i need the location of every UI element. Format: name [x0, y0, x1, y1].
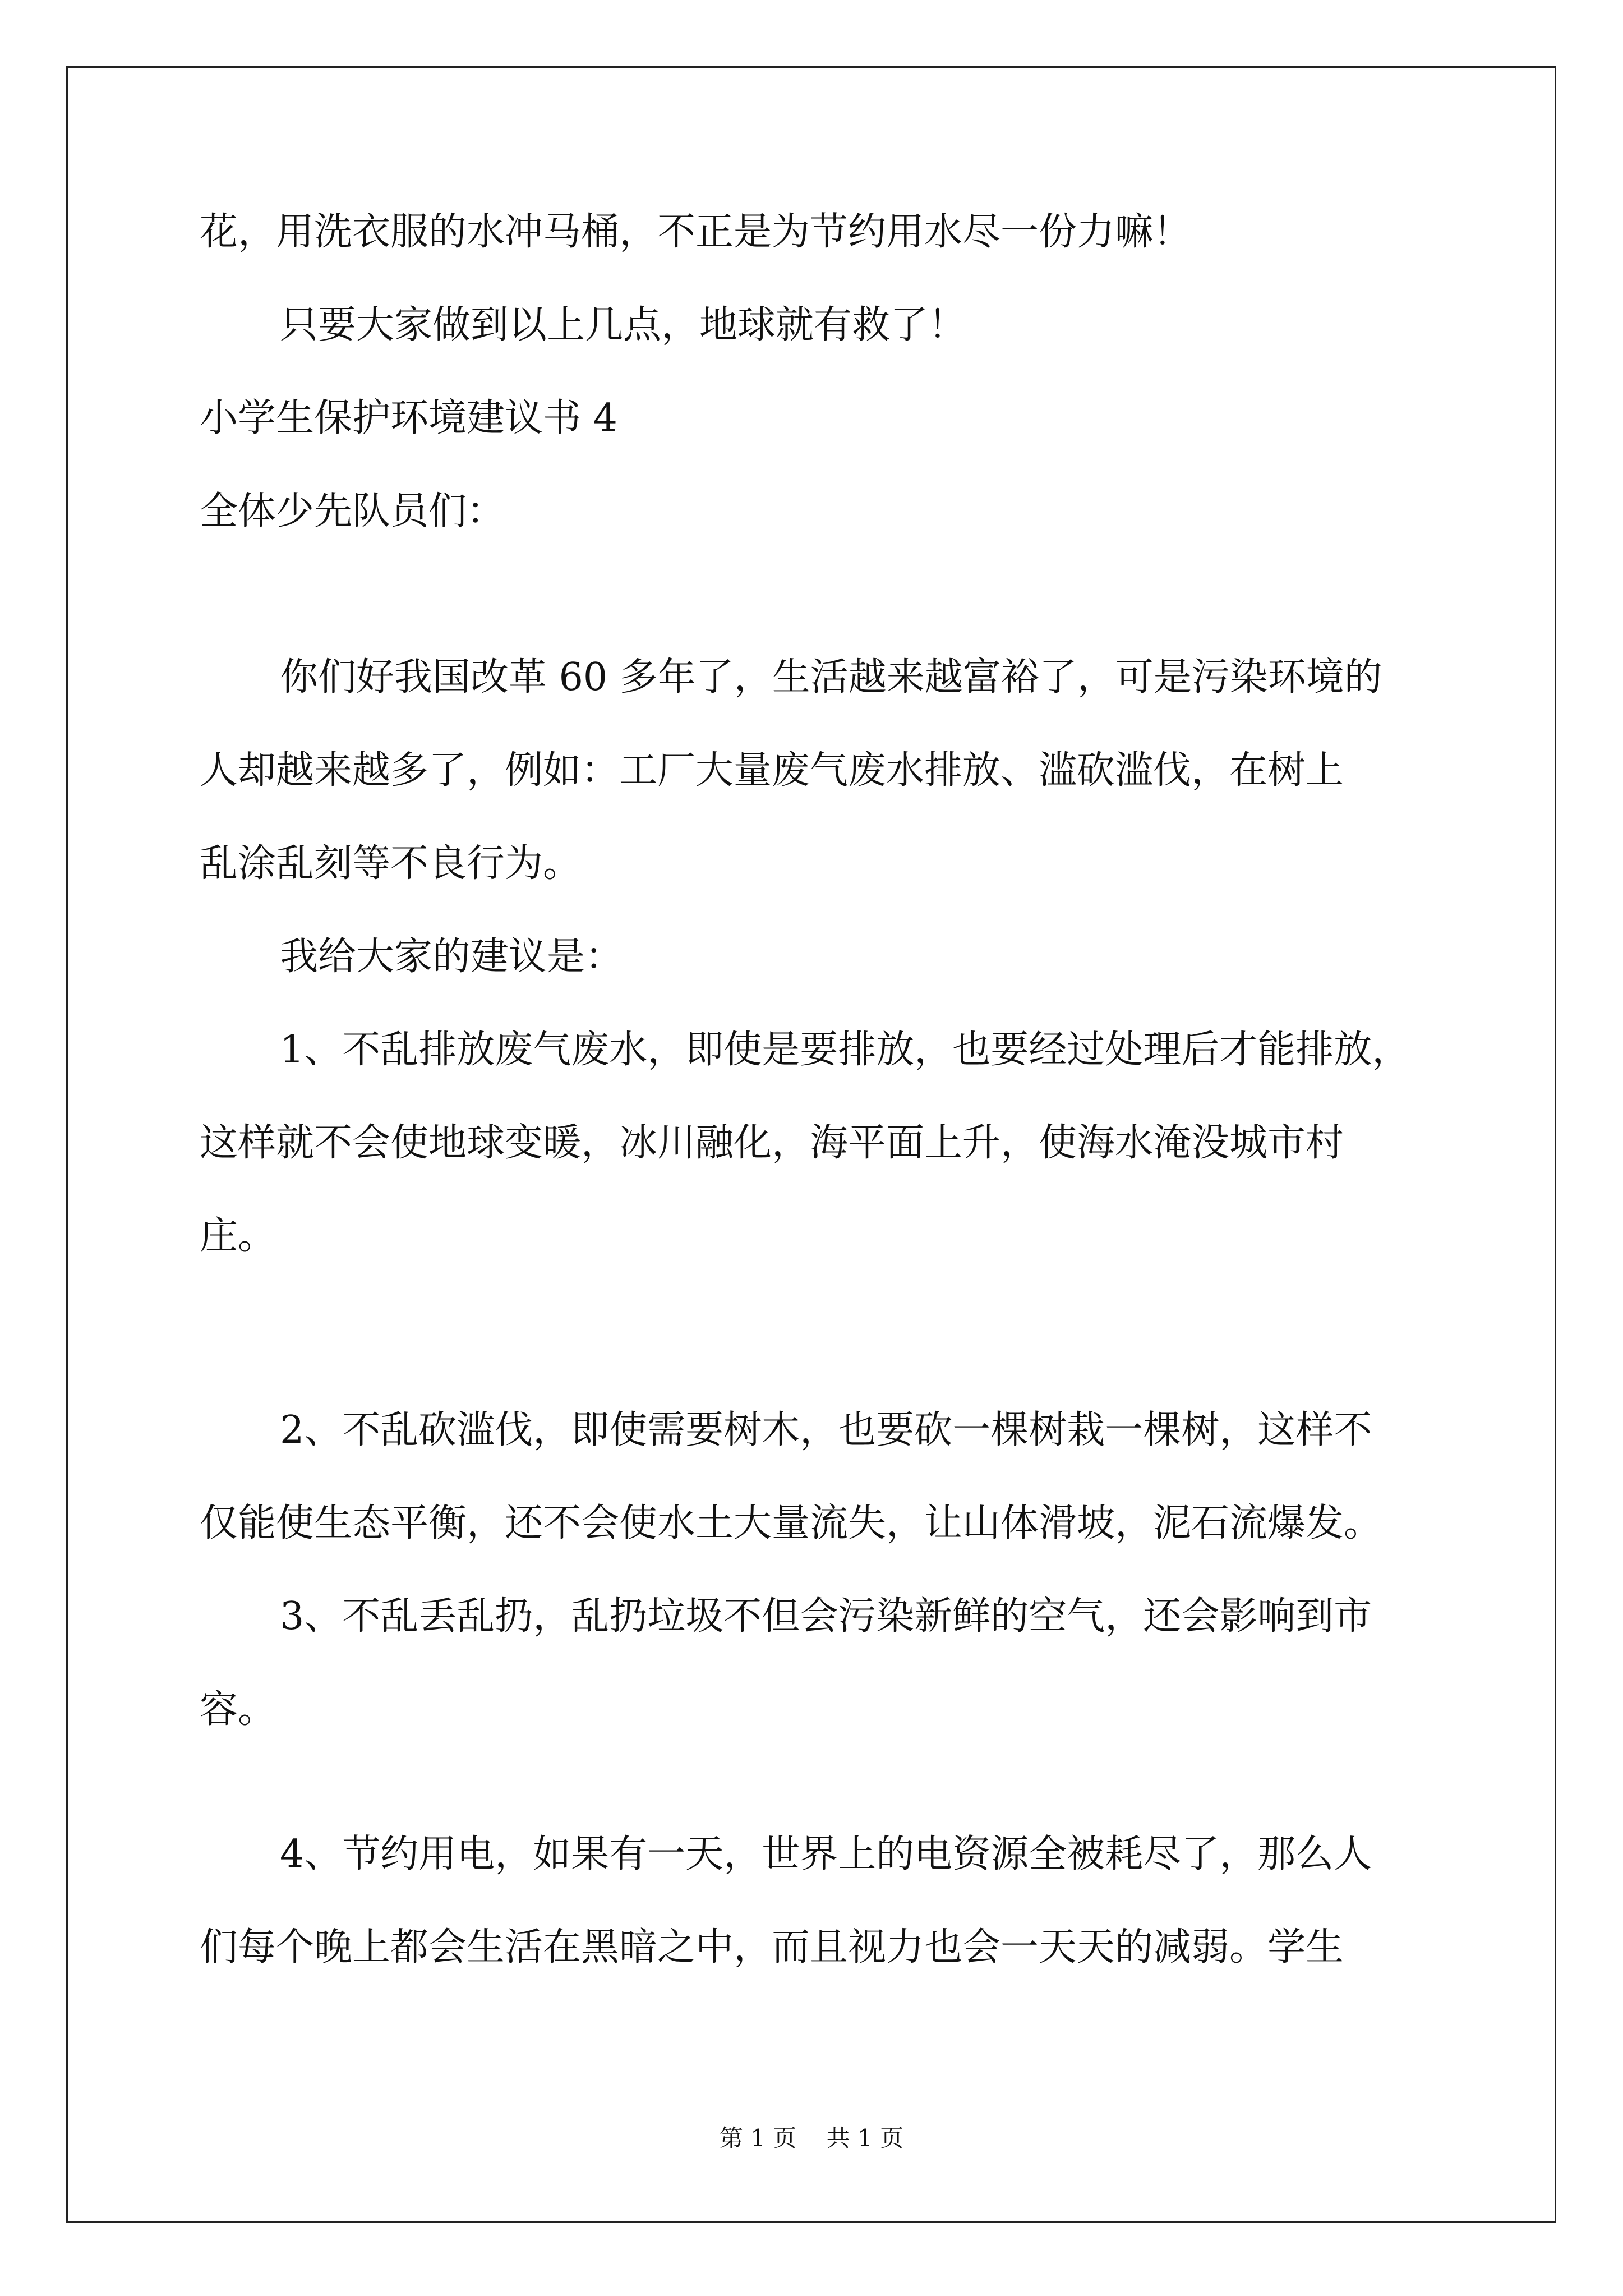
list-item-line: 庄。 [200, 1214, 276, 1258]
list-item-line: 1、不乱排放废气废水，即使是要排放，也要经过处理后才能排放， [280, 1028, 1410, 1072]
paragraph-line: 乱涂乱刻等不良行为。 [200, 841, 582, 886]
page-footer: 第 1 页 共 1 页 [719, 2124, 904, 2152]
list-item-line: 3、不乱丢乱扔，乱扔垃圾不但会污染新鲜的空气，还会影响到市 [280, 1594, 1372, 1639]
list-item-line: 们每个晚上都会生活在黑暗之中，而且视力也会一天天的减弱。学生 [200, 1925, 1344, 1970]
paragraph-line: 花，用洗衣服的水冲马桶，不正是为节约用水尽一份力嘛！ [200, 210, 1192, 254]
list-item-line: 4、节约用电，如果有一天，世界上的电资源全被耗尽了，那么人 [280, 1832, 1372, 1876]
list-item-line: 仅能使生态平衡，还不会使水土大量流失，让山体滑坡，泥石流爆发。 [200, 1501, 1382, 1545]
paragraph-line: 我给大家的建议是： [280, 935, 624, 979]
paragraph-line: 人却越来越多了，例如：工厂大量废气废水排放、滥砍滥伐，在树上 [200, 748, 1344, 793]
list-item-line: 这样就不会使地球变暖，冰川融化，海平面上升，使海水淹没城市村 [200, 1121, 1344, 1165]
paragraph-line: 你们好我国改革 60 多年了，生活越来越富裕了，可是污染环境的 [280, 655, 1382, 700]
paragraph-line: 只要大家做到以上几点，地球就有救了！ [280, 303, 967, 347]
salutation: 全体少先队员们： [200, 489, 505, 533]
section-heading: 小学生保护环境建议书 4 [200, 396, 617, 440]
list-item-line: 容。 [200, 1687, 276, 1732]
list-item-line: 2、不乱砍滥伐，即使需要树木，也要砍一棵树栽一棵树，这样不 [280, 1408, 1372, 1452]
